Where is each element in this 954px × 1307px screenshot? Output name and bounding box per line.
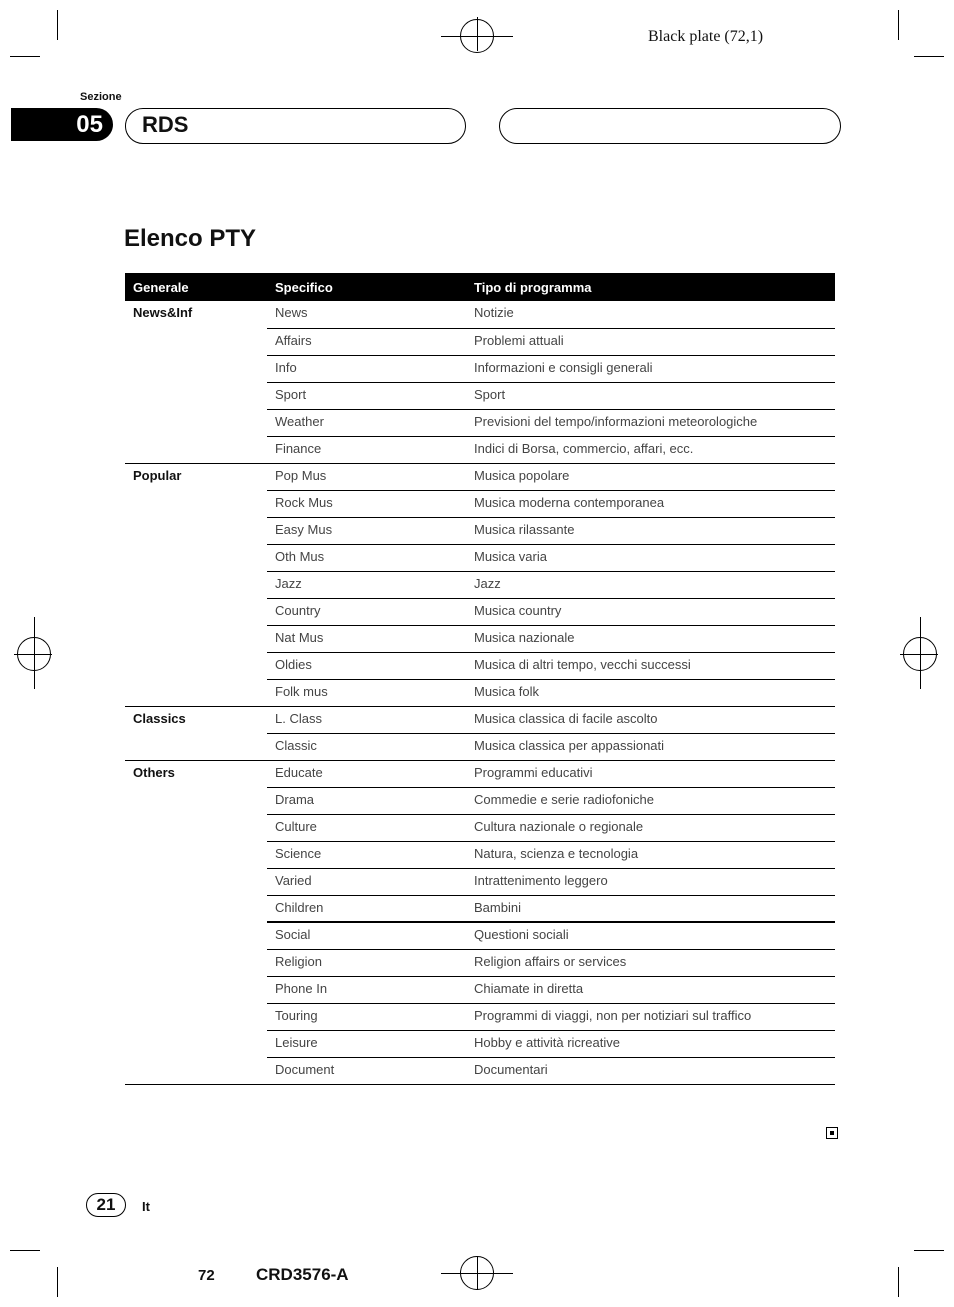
- cell-generale: [125, 571, 267, 598]
- cell-specifico: Pop Mus: [267, 463, 466, 490]
- cell-specifico: Classic: [267, 733, 466, 760]
- table-row: [125, 544, 835, 571]
- table-row: [125, 409, 835, 436]
- table-row: [125, 976, 835, 1003]
- cell-tipo: Documentari: [466, 1057, 835, 1084]
- cell-specifico: Country: [267, 598, 466, 625]
- cell-tipo: Programmi educativi: [466, 760, 835, 787]
- cell-generale: [125, 598, 267, 625]
- table-row: [125, 517, 835, 544]
- cell-specifico: News: [267, 301, 466, 328]
- cell-specifico: Drama: [267, 787, 466, 814]
- cell-generale: [125, 436, 267, 463]
- table-row: [125, 733, 835, 760]
- cell-tipo: Jazz: [466, 571, 835, 598]
- cell-tipo: Chiamate in diretta: [466, 976, 835, 1003]
- table-row: [125, 463, 835, 490]
- cell-tipo: Cultura nazionale o regionale: [466, 814, 835, 841]
- cell-generale: [125, 517, 267, 544]
- cell-tipo: Programmi di viaggi, non per notiziari sul traffico: [466, 1003, 835, 1030]
- cell-generale: Popular: [133, 467, 182, 483]
- cell-generale: [125, 733, 267, 760]
- cell-tipo: Indici di Borsa, commercio, affari, ecc.: [466, 436, 835, 463]
- section-subtitle-frame: [499, 108, 841, 144]
- cell-specifico: Culture: [267, 814, 466, 841]
- model-code: CRD3576-A: [256, 1265, 349, 1284]
- table-row: [125, 598, 835, 625]
- table-row: [125, 328, 835, 355]
- cell-tipo: Sport: [466, 382, 835, 409]
- cell-tipo: Problemi attuali: [466, 328, 835, 355]
- cell-tipo: Hobby e attività ricreative: [466, 1030, 835, 1057]
- section-caption: Sezione: [80, 91, 122, 103]
- cell-specifico: Educate: [267, 760, 466, 787]
- cell-specifico: L. Class: [267, 706, 466, 733]
- table-row: [125, 382, 835, 409]
- table-row: [125, 301, 835, 328]
- cell-generale: [125, 355, 267, 382]
- table-row: [125, 652, 835, 679]
- cell-tipo: Musica country: [466, 598, 835, 625]
- cell-generale: [125, 841, 267, 868]
- page-number: 21: [86, 1193, 126, 1217]
- cell-tipo: Previsioni del tempo/informazioni meteorologiche: [466, 409, 835, 436]
- table-row: [125, 949, 835, 976]
- table-header-row: [125, 273, 835, 301]
- table-row: [125, 895, 835, 922]
- cell-specifico: Easy Mus: [267, 517, 466, 544]
- cell-generale: News&Inf: [133, 305, 193, 320]
- cell-specifico: Social: [267, 922, 466, 949]
- cell-specifico: Phone In: [267, 976, 466, 1003]
- table-body: [125, 301, 835, 1084]
- table-row: [125, 787, 835, 814]
- cell-tipo: Musica rilassante: [466, 517, 835, 544]
- cell-generale: [125, 625, 267, 652]
- cell-generale: [125, 868, 267, 895]
- cell-generale: [125, 1030, 267, 1057]
- cell-tipo: Musica nazionale: [466, 625, 835, 652]
- cell-specifico: Info: [267, 355, 466, 382]
- cell-specifico: Science: [267, 841, 466, 868]
- cell-generale: Others: [133, 764, 175, 780]
- cell-specifico: Oth Mus: [267, 544, 466, 571]
- cell-generale: [125, 976, 267, 1003]
- cell-generale: [125, 895, 267, 922]
- cell-generale: [125, 490, 267, 517]
- cell-generale: [125, 1057, 267, 1084]
- cell-generale: [125, 922, 267, 949]
- cell-generale: Classics: [133, 710, 186, 726]
- cell-specifico: Affairs: [267, 328, 466, 355]
- cell-specifico: Varied: [267, 868, 466, 895]
- cell-generale: [125, 544, 267, 571]
- table-row: [125, 1030, 835, 1057]
- table-row: [125, 571, 835, 598]
- table-row: [125, 760, 835, 787]
- cell-specifico: Jazz: [267, 571, 466, 598]
- table-row: [125, 679, 835, 706]
- cell-generale: [125, 787, 267, 814]
- language-code: It: [142, 1199, 150, 1214]
- cell-tipo: Notizie: [466, 301, 835, 328]
- cell-tipo: Musica classica di facile ascolto: [466, 706, 835, 733]
- table-row: [125, 841, 835, 868]
- cell-generale: [125, 382, 267, 409]
- cell-tipo: Questioni sociali: [466, 922, 835, 949]
- cell-generale: [125, 949, 267, 976]
- page-title: Elenco PTY: [124, 225, 257, 252]
- table-row: [125, 490, 835, 517]
- cell-generale: [125, 814, 267, 841]
- cell-specifico: Rock Mus: [267, 490, 466, 517]
- table-row: [125, 355, 835, 382]
- table-row: [125, 706, 835, 733]
- pty-table: [125, 273, 835, 1085]
- cell-tipo: Musica popolare: [466, 463, 835, 490]
- section-title: RDS: [142, 112, 189, 137]
- cell-tipo: Commedie e serie radiofoniche: [466, 787, 835, 814]
- column-header-generale: Generale: [125, 273, 267, 301]
- cell-tipo: Informazioni e consigli generali: [466, 355, 835, 382]
- column-header-specifico: Specifico: [267, 273, 466, 301]
- cell-tipo: Intrattenimento leggero: [466, 868, 835, 895]
- print-page-number: 72: [198, 1267, 215, 1284]
- table-row: [125, 1057, 835, 1084]
- cell-generale: [125, 679, 267, 706]
- cell-specifico: Finance: [267, 436, 466, 463]
- cell-specifico: Touring: [267, 1003, 466, 1030]
- cell-specifico: Document: [267, 1057, 466, 1084]
- cell-specifico: Nat Mus: [267, 625, 466, 652]
- cell-specifico: Leisure: [267, 1030, 466, 1057]
- section-number: 05: [11, 108, 113, 141]
- cell-generale: [125, 652, 267, 679]
- cell-tipo: Musica folk: [466, 679, 835, 706]
- plate-label: Black plate (72,1): [648, 28, 764, 45]
- cell-tipo: Bambini: [466, 895, 835, 922]
- cell-tipo: Musica moderna contemporanea: [466, 490, 835, 517]
- cell-specifico: Weather: [267, 409, 466, 436]
- cell-generale: [125, 328, 267, 355]
- cell-tipo: Musica varia: [466, 544, 835, 571]
- cell-specifico: Sport: [267, 382, 466, 409]
- table-row: [125, 868, 835, 895]
- table-row: [125, 436, 835, 463]
- cell-tipo: Musica di altri tempo, vecchi successi: [466, 652, 835, 679]
- cell-specifico: Children: [267, 895, 466, 922]
- table-row: [125, 1003, 835, 1030]
- cell-generale: [125, 409, 267, 436]
- end-of-section-icon: [826, 1127, 838, 1139]
- column-header-tipo: Tipo di programma: [466, 273, 835, 301]
- cell-specifico: Religion: [267, 949, 466, 976]
- cell-tipo: Religion affairs or services: [466, 949, 835, 976]
- cell-specifico: Folk mus: [267, 679, 466, 706]
- cell-generale: [125, 1003, 267, 1030]
- cell-tipo: Musica classica per appassionati: [466, 733, 835, 760]
- table-row: [125, 814, 835, 841]
- cell-specifico: Oldies: [267, 652, 466, 679]
- cell-tipo: Natura, scienza e tecnologia: [466, 841, 835, 868]
- table-row: [125, 922, 835, 949]
- table-row: [125, 625, 835, 652]
